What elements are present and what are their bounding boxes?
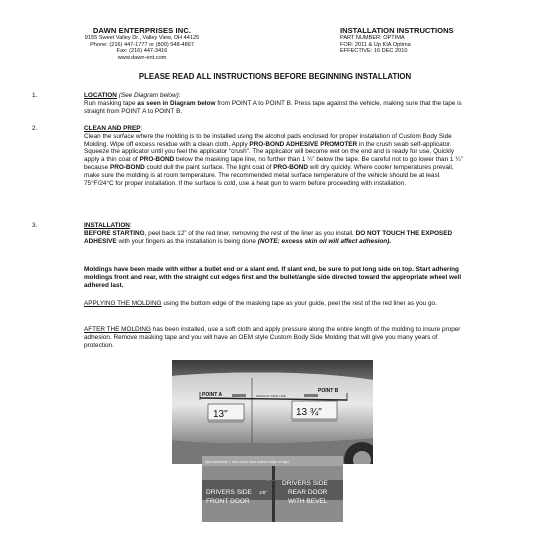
door-handle-front [232,394,246,397]
body-text: Clean the surface where the molding is to be installed using the alcohol pads enclosed for proper installation of Custom Body Side Molding. Wipe off excess residue with a clean cloth. Apply [84,132,452,148]
tape-line-label: MASKING TAPE LINE [256,394,286,398]
company-address: 9155 Sweet Valley Dr., Valley View, OH 44125 [84,35,200,41]
vehicle-diagram-photo [172,360,373,464]
body-text: below the masking tape line, no further than 1 ¼” below the tape. Be careful not to go lower than 1 ¼” because [84,156,463,171]
effective-date: EFFECTIVE: 16 DEC 2010 [340,48,408,55]
gap-arrows: ← → [266,477,276,482]
body-text: using the bottom edge of the masking tape as your guide, peel the rest of the red liner as you go. [161,300,437,307]
body-text: has been installed, use a soft cloth and apply pressure along the entire length of the molding to insure proper adhesion. Remove masking tape and you will have an OEM style Custom Body Side Molding that will give you many years of protection. [84,326,461,349]
body-text-bold: PRO-BOND [139,156,175,164]
applying-paragraph [84,300,464,308]
body-text-bold: DO NOT TOUCH THE EXPOSED ADHESIVE [84,229,453,245]
after-paragraph [84,326,464,349]
body-text: will dry quickly. Where cooler temperatures prevail, make sure the molding is at room temperature. The recommended metal surface temperature of the vehicle should be at least 75°F/24°C for proper installation. If the surface is cold, use a heat gun to warm before proceeding with installation. [84,163,454,187]
section-heading: INSTALLATION [84,222,130,229]
document-title: INSTALLATION INSTRUCTIONS [340,26,454,35]
body-text-bold: PRO-BOND [273,163,309,171]
body-text: with your fingers as the installation is being done [116,237,258,245]
section-heading-note: (See Diagram below): [118,92,181,99]
applying-heading: APPLYING THE MOLDING [84,300,162,307]
point-a-label: POINT A [202,392,223,398]
body-text-bold: PRO-BOND ADHESIVE PROMOTER [249,140,358,148]
section-heading: LOCATION [84,92,117,99]
body-text: , peel back 12” of the red liner, removing the rest of the liner as you install. [144,229,356,237]
point-b-label: POINT B [318,388,339,394]
door-handle-rear [304,394,318,397]
molding-end-note: Moldings have been made with either a bullet end or a slant end. If slant end, be sure to put long side on top. Start adhering moldings front and rear, with the straight cut edges first and the bullet/angle side directed toward the appropriate wheel well adhered last. [84,266,462,289]
company-header [62,26,222,61]
body-text-note: (NOTE: excess skin oil will affect adhesion). [257,237,392,245]
vehicle-fitment: FOR: 2011 & Up KIA Optima [340,41,411,48]
document-info [340,26,510,55]
after-heading: AFTER THE MOLDING [84,326,151,333]
company-fax: Fax: (216) 447-3416 [116,48,168,55]
section-heading: CLEAN AND PREP [84,125,141,132]
company-name: DAWN ENTERPRISES INC. [92,26,192,35]
front-dimension: 13" [213,409,228,420]
section-clean-prep: 2. CLEAN AND PREP: Clean the surface where the molding is to be installed using the alcohol pads enclosed for proper installation of Custom Body Side Molding. Wipe off excess residue with a clean cloth. Apply PRO-BOND ADHESIVE PROMOTER in the crush swab self-applicator. Squeeze the applicator until you feel the applicator “crush”. The applicator will become wet on the end and is ready for use. Quickly apply a thin coat of PRO-BOND below the masking tape line, no further than 1 ¼” below the tape. Be careful not to go lower than 1 ¼” because PRO-BOND could dull the paint surface. The light coat of PRO-BOND will dry quickly. Where cooler temperatures prevail, make sure the molding is at room temperature. The recommended metal surface temperature of the vehicle should be at least 75°F/24°C for proper installation. If the surface is cold, use a heat gun to warm before proceeding with installation. [32,125,463,187]
part-number: PART NUMBER: OPTIMA [340,35,405,41]
body-text-bold: as seen in Diagram below [137,99,216,107]
company-website[interactable]: www.dawn-ent.com [117,54,167,61]
body-text: could dull the paint surface. The light coat of [144,163,274,171]
section-location [32,92,464,115]
closeup-left-label-2: FRONT DOOR [206,498,250,505]
section-number: 3. [32,222,38,229]
molding-closeup-photo [202,456,343,522]
body-text-bold: PRO-BOND [109,163,145,171]
company-phone: Phone: (216) 447-1777 or (800) 548-4867 [90,41,194,48]
door-gap [272,466,275,522]
body-text: from POINT A to POINT B. Press tape against the vehicle, making sure that the tape is straight from POINT A to POINT B. [84,99,462,115]
body-text: in the crush swab self-applicator. Squeeze the applicator until you feel the applicator “crush”. The applicator will become wet on the end and is ready for use. Quickly apply a thin coat of [84,140,455,164]
section-number: 1. [32,92,38,99]
section-number: 2. [32,125,38,132]
closeup-right-label-3: WITH BEVEL [288,498,328,505]
body-text: Run masking tape [84,99,138,107]
body-text-bold: BEFORE STARTING [84,229,145,237]
gap-measurement: 1/8" [259,490,267,495]
closeup-top-label: Approximately 1 inch down from bottom edge of tape [205,460,290,464]
section-installation: 3. INSTALLATION: BEFORE STARTING, peel back 12” of the red liner, removing the rest of the liner as you install. DO NOT TOUCH THE EXPOSED ADHESIVE with your fingers as the installation is being done (NOTE: excess skin oil will affect adhesion). [32,222,453,245]
closeup-right-label-1: DRIVERS SIDE [282,480,328,487]
closeup-left-label-1: DRIVERS SIDE [206,489,252,496]
car-body [172,373,373,444]
page-title: PLEASE READ ALL INSTRUCTIONS BEFORE BEGINNING INSTALLATION [138,72,412,81]
closeup-right-label-2: REAR DOOR [288,489,328,496]
rear-dimension: 13 ¾" [296,407,322,418]
